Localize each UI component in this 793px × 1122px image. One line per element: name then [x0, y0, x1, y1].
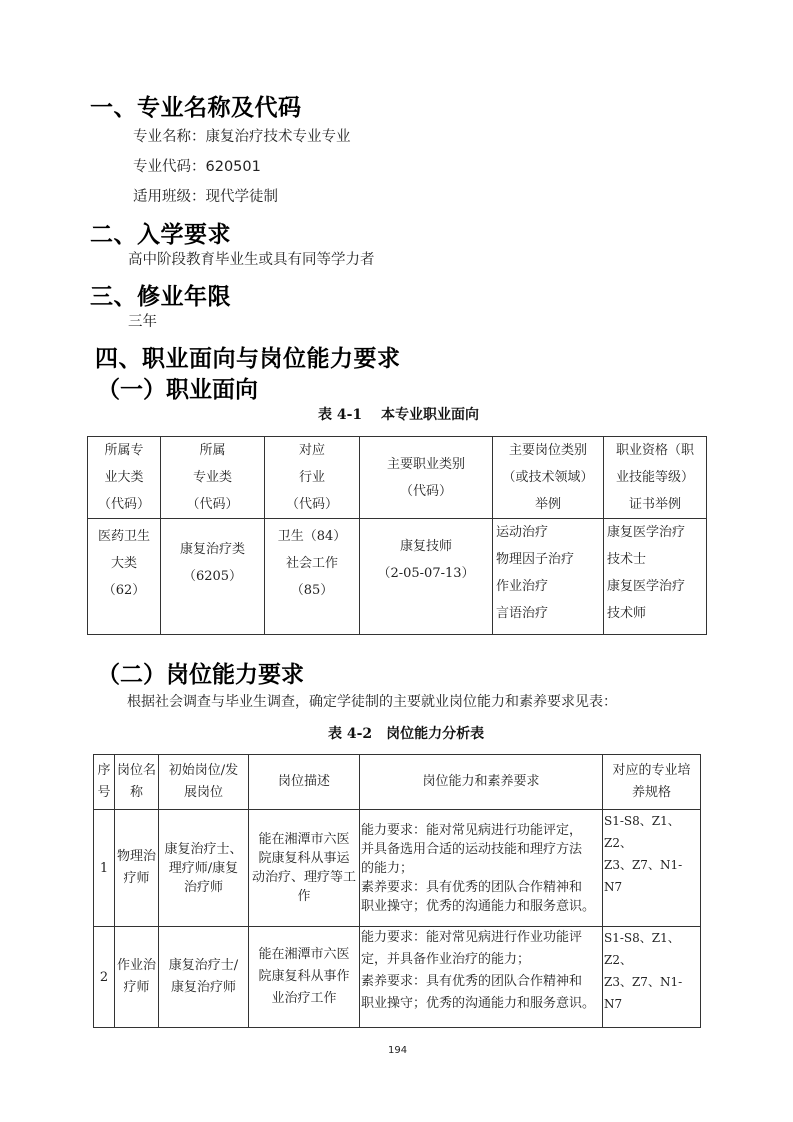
- career-orientation-table: [87, 436, 707, 635]
- table1-cell-category: 医药卫生 大类 （62）: [88, 519, 161, 635]
- section-heading-3: 三、修业年限: [90, 284, 231, 310]
- table2-header-cell: 岗位描述: [249, 755, 360, 810]
- table2-cell-description: 能在湘潭市六医 院康复科从事作 业治疗工作: [249, 927, 360, 1028]
- page-number: 194: [388, 1045, 408, 1056]
- subsection-heading-1: （一）职业面向: [97, 377, 258, 403]
- table2-cell-name: 作业治 疗师: [115, 927, 159, 1028]
- major-code-line: 专业代码：620501: [133, 159, 261, 175]
- applicable-class-line: 适用班级：现代学徒制: [133, 189, 278, 205]
- section-heading-4: 四、职业面向与岗位能力要求: [95, 346, 401, 372]
- table1-cell-major-class: 康复治疗类 （6205）: [161, 519, 265, 635]
- table1-header-cell: 职业资格（职 业技能等级） 证书举例: [604, 437, 707, 519]
- table1-header-cell: 主要职业类别 （代码）: [360, 437, 493, 519]
- table2-caption: 表 4-2 岗位能力分析表: [328, 726, 485, 742]
- table2-header-cell: 对应的专业培 养规格: [603, 755, 701, 810]
- table2-header-cell: 岗位能力和素养要求: [360, 755, 603, 810]
- table1-header-row: [88, 437, 707, 519]
- table2-cell-spec: S1-S8、Z1、Z2、 Z3、Z7、N1-N7: [603, 927, 701, 1028]
- subsection-heading-2: （二）岗位能力要求: [97, 662, 304, 688]
- table2-cell-spec: S1-S8、Z1、Z2、 Z3、Z7、N1-N7: [603, 810, 701, 927]
- table2-cell-name: 物理治 疗师: [115, 810, 159, 927]
- table2-cell-post: 康复治疗士、 理疗师/康复 治疗师: [159, 810, 249, 927]
- table1-cell-occupation: 康复技师 （2-05-07-13）: [360, 519, 493, 635]
- section-heading-1: 一、专业名称及代码: [90, 95, 302, 121]
- table2-cell-requirements: 能力要求：能对常见病进行作业功能评 定，并具备作业治疗的能力； 素养要求：具有优秀的团队合作精神和 职业操守；优秀的沟通能力和服务意识。: [360, 927, 603, 1028]
- table2-header-cell: 序 号: [94, 755, 115, 810]
- table1-header-cell: 主要岗位类别 （或技术领域） 举例: [493, 437, 604, 519]
- table2-cell-description: 能在湘潭市六医 院康复科从事运 动治疗、理疗等工 作: [249, 810, 360, 927]
- job-ability-table: [93, 754, 701, 1028]
- table1-cell-post-examples: 运动治疗 物理因子治疗 作业治疗 言语治疗: [493, 519, 604, 635]
- major-name-line: 专业名称：康复治疗技术专业专业: [133, 129, 351, 145]
- job-ability-intro: 根据社会调查与毕业生调查，确定学徒制的主要就业岗位能力和素养要求见表：: [127, 694, 617, 710]
- table2-cell-requirements: 能力要求：能对常见病进行功能评定， 并具备选用合适的运动技能和理疗方法 的能力； 素养要求：具有优秀的团队合作精神和 职业操守；优秀的沟通能力和服务意识。: [360, 810, 603, 927]
- table2-cell-no: 1: [94, 810, 115, 927]
- table2-row: [94, 810, 701, 927]
- table2-header-row: [94, 755, 701, 810]
- table1-header-cell: 所属专 业大类 （代码）: [88, 437, 161, 519]
- table2-row: [94, 927, 701, 1028]
- section-heading-2: 二、入学要求: [90, 222, 231, 248]
- table2-header-cell: 岗位名 称: [115, 755, 159, 810]
- study-duration-text: 三年: [128, 314, 157, 330]
- table2-cell-no: 2: [94, 927, 115, 1028]
- table1-cell-certificates: 康复医学治疗 技术士 康复医学治疗 技术师: [604, 519, 707, 635]
- table1-row: [88, 519, 707, 635]
- table1-header-cell: 对应 行业 （代码）: [265, 437, 360, 519]
- table1-caption: 表 4-1 本专业职业面向: [318, 407, 480, 423]
- table1-header-cell: 所属 专业类 （代码）: [161, 437, 265, 519]
- table2-cell-post: 康复治疗士/ 康复治疗师: [159, 927, 249, 1028]
- table1-cell-industry: 卫生（84） 社会工作 （85）: [265, 519, 360, 635]
- table2-header-cell: 初始岗位/发 展岗位: [159, 755, 249, 810]
- admission-text: 高中阶段教育毕业生或具有同等学力者: [128, 252, 375, 268]
